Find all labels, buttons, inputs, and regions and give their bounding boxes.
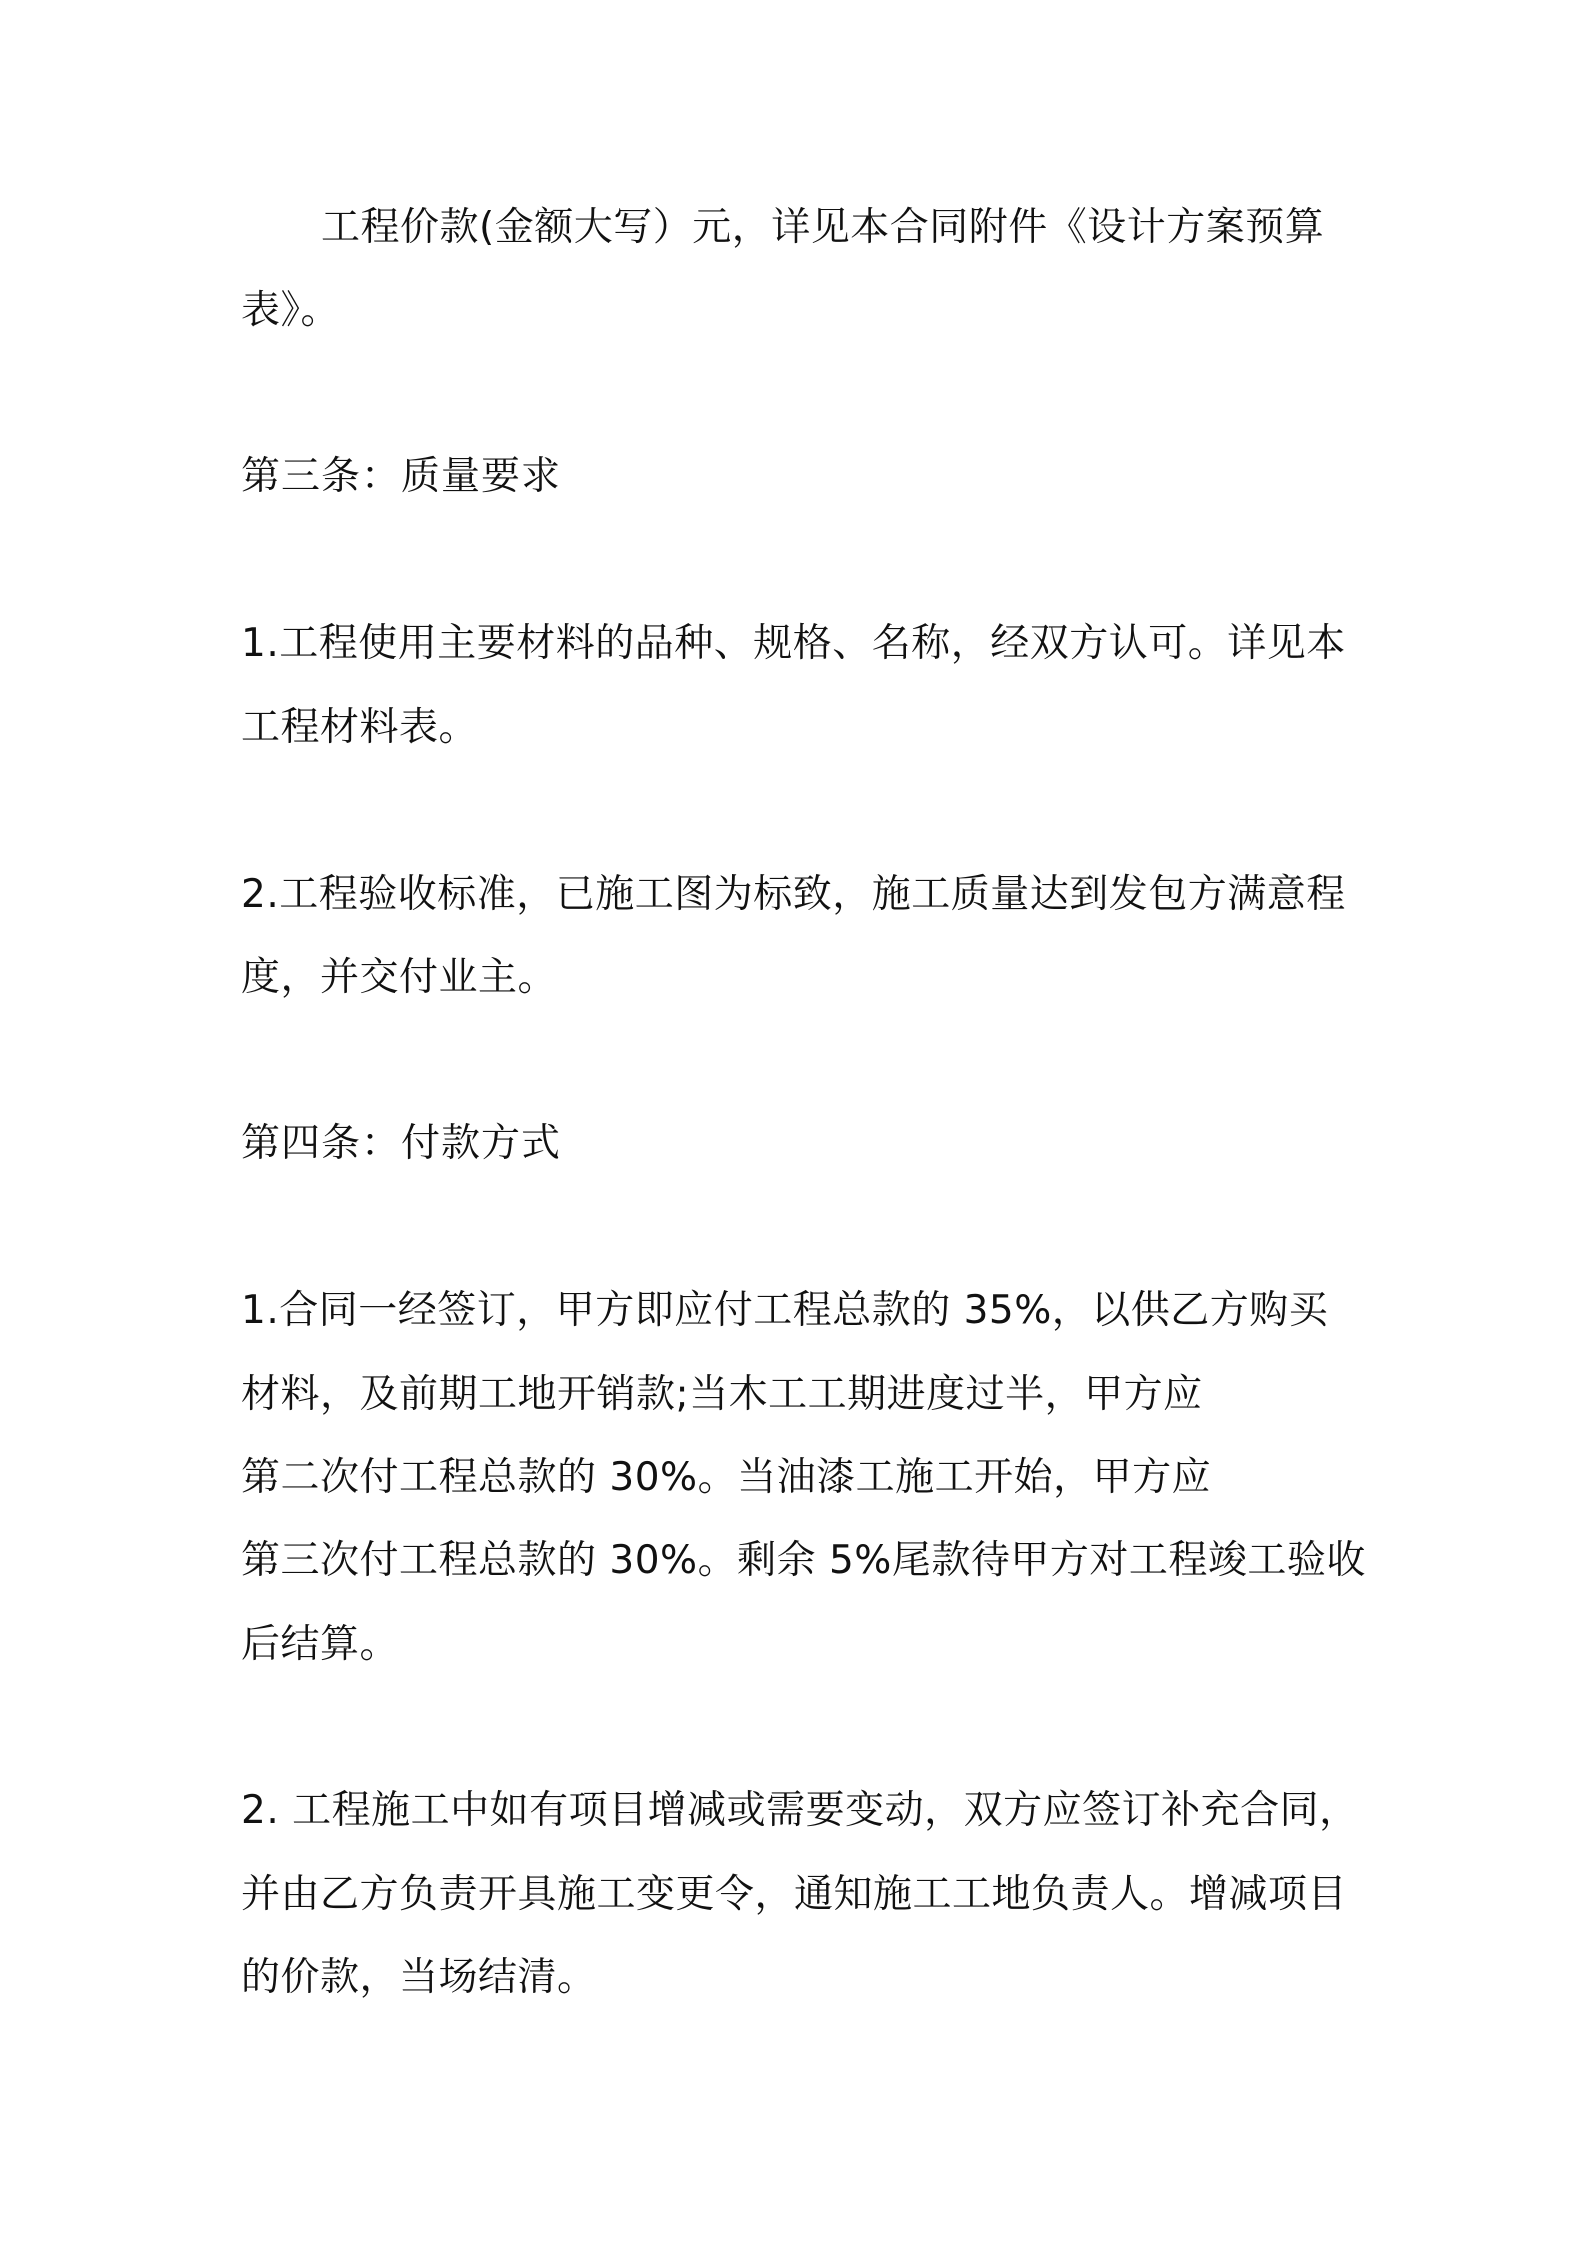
article-4-item-1-line-2: 材料，及前期工地开销款;当木工工期进度过半，甲方应 <box>241 1372 1203 1417</box>
article-4-item-2-line-1: 2. 工程施工中如有项目增减或需要变动，双方应签订补充合同， <box>241 1788 1359 1833</box>
article-3-item-2-line-2: 度，并交付业主。 <box>241 955 558 1000</box>
document-page <box>241 0 1366 2244</box>
article-4-item-1-line-5: 后结算。 <box>241 1622 400 1667</box>
article-4-item-1-line-4: 第三次付工程总款的 30%。剩余 5%尾款待甲方对工程竣工验收 <box>241 1538 1366 1583</box>
article-4-heading: 第四条：付款方式 <box>241 1121 562 1166</box>
article-4-item-1-line-3: 第二次付工程总款的 30%。当油漆工施工开始，甲方应 <box>241 1455 1212 1500</box>
article-3-item-1-line-2: 工程材料表。 <box>241 705 479 750</box>
intro-line-2: 表》。 <box>241 288 341 333</box>
article-3-item-1-line-1: 1.工程使用主要材料的品种、规格、名称，经双方认可。详见本 <box>241 621 1346 666</box>
article-4-item-2-line-2: 并由乙方负责开具施工变更令，通知施工工地负责人。增减项目 <box>241 1872 1348 1917</box>
article-4-item-1-line-1: 1.合同一经签订，甲方即应付工程总款的 35%，以供乙方购买 <box>241 1288 1329 1333</box>
article-3-item-2-line-1: 2.工程验收标准，已施工图为标致，施工质量达到发包方满意程 <box>241 872 1346 917</box>
article-3-heading: 第三条：质量要求 <box>241 454 562 499</box>
intro-line-1: 工程价款(金额大写）元，详见本合同附件《设计方案预算 <box>321 205 1325 250</box>
article-4-item-2-line-3: 的价款，当场结清。 <box>241 1955 597 2000</box>
